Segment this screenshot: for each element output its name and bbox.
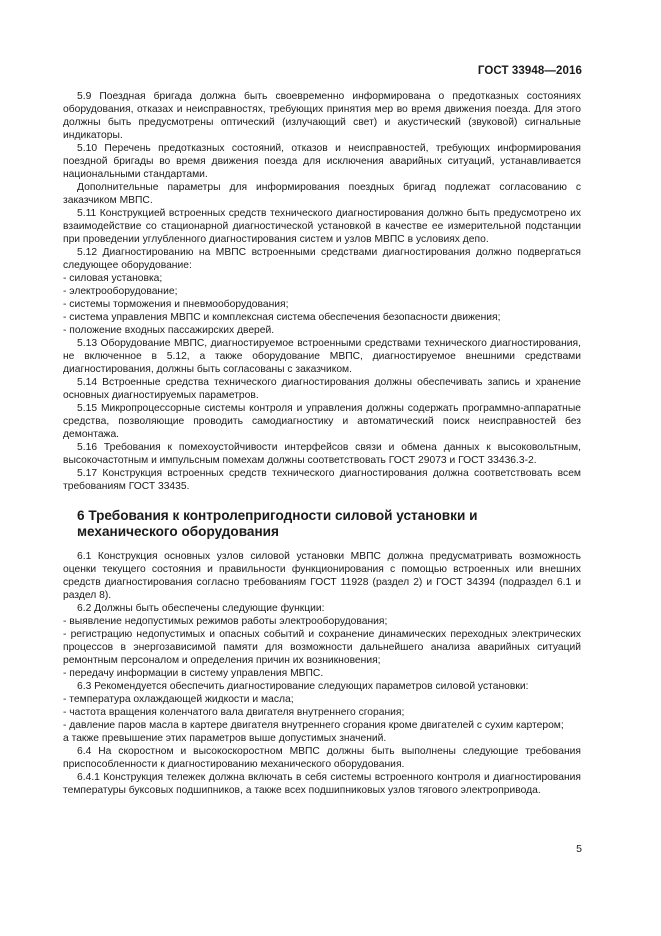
paragraph: 5.9 Поездная бригада должна быть своевременно информирована о предотказных состояниях оборудования, отказах и неисправностях, требующих принятия мер во время движения поезда. Для этого должны быть предусмотрены оптический (излучающий свет) и акустический (звуковой) сигнальные индикаторы. — [63, 91, 581, 141]
document-header: ГОСТ 33948—2016 — [477, 65, 582, 77]
paragraph: 5.11 Конструкцией встроенных средств технического диагностирования должно быть предусмотрено их взаимодействие со стационарной диагностической установкой в качестве ее измерительной подстанции при проведении углубленного диагностирования систем и узлов МВПС в условиях депо. — [63, 208, 581, 245]
list-item: - силовая установка; — [63, 273, 163, 284]
list-item: - система управления МВПС и комплексная система обеспечения безопасности движения; — [63, 312, 501, 323]
paragraph: 5.16 Требования к помехоустойчивости интерфейсов связи и обмена данных к высоковольтным, высокочастотным и импульсным помехам должны соответствовать ГОСТ 29073 и ГОСТ 33436.3-2. — [63, 442, 581, 466]
paragraph: 6.2 Должны быть обеспечены следующие функции: — [77, 603, 325, 614]
list-item: - электрооборудование; — [63, 286, 178, 297]
list-item: - давление паров масла в картере двигателя внутреннего сгорания кроме двигателей с сухим картером; — [63, 720, 564, 731]
page-number: 5 — [576, 843, 582, 855]
paragraph: 5.14 Встроенные средства технического диагностирования должны обеспечивать запись и хранение основных диагностируемых параметров. — [63, 377, 581, 401]
paragraph: 6.3 Рекомендуется обеспечить диагностирование следующих параметров силовой установки: — [77, 681, 529, 692]
paragraph: 5.15 Микропроцессорные системы контроля и управления должны содержать программно-аппаратные средства, позволяющие проводить самодиагностику и автоматический поиск неисправностей без демонтажа. — [63, 403, 581, 440]
paragraph: 6.4 На скоростном и высокоскоростном МВПС должны быть выполнены следующие требования приспособленности к диагностированию механического оборудования. — [63, 746, 581, 770]
list-item: - частота вращения коленчатого вала двигателя внутреннего сгорания; — [63, 707, 405, 718]
list-item: - положение входных пассажирских дверей. — [63, 325, 275, 336]
section-5-content — [63, 90, 581, 493]
paragraph: 5.13 Оборудование МВПС, диагностируемое встроенными средствами технического диагностирования, не включенное в 5.12, а также оборудование МВПС, диагностируемое внешними средствами диагностирования, должны быть согласованы с заказчиком. — [63, 338, 581, 375]
document-body — [63, 90, 581, 797]
paragraph: 5.12 Диагностированию на МВПС встроенными средствами диагностирования должно подвергаться следующее оборудование: — [63, 247, 581, 271]
paragraph: Дополнительные параметры для информирования поездных бригад подлежат согласованию с заказчиком МВПС. — [63, 182, 581, 206]
list-item: - системы торможения и пневмооборудования; — [63, 299, 289, 310]
paragraph: 6.4.1 Конструкция тележек должна включать в себя системы встроенного контроля и диагностирования температуры буксовых подшипников, а также всех подшипниковых узлов тягового электропривода. — [63, 772, 581, 796]
list-item: - передачу информации в систему управления МВПС. — [63, 668, 324, 679]
section-6-title: 6 Требования к контролепригодности силовой установки и механического оборудования — [77, 508, 478, 539]
list-item: - регистрацию недопустимых и опасных событий и сохранение динамических переходных электрических процессов в энергозависимой памяти для возможности дальнейшего анализа аварийных ситуаций ремонтным персоналом и определения причин их возникновения; — [63, 629, 581, 666]
paragraph: 5.17 Конструкция встроенных средств технического диагностирования должна соответствовать всем требованиям ГОСТ 33435. — [63, 468, 581, 492]
list-item: - температура охлаждающей жидкости и масла; — [63, 694, 294, 705]
list-item: - выявление недопустимых режимов работы электрооборудования; — [63, 616, 388, 627]
section-6-content — [63, 550, 581, 797]
list-item: а также превышение этих параметров выше допустимых значений. — [63, 733, 387, 744]
paragraph: 5.10 Перечень предотказных состояний, отказов и неисправностей, требующих информирования поездной бригады во время движения поезда для исключения аварийных ситуаций, устанавливается национальными стандартами. — [63, 143, 581, 180]
paragraph: 6.1 Конструкция основных узлов силовой установки МВПС должна предусматривать возможность оценки текущего состояния и правильности функционирования с помощью встроенных или внешних средств диагностирования согласно требованиям ГОСТ 11928 (раздел 2) и ГОСТ 34394 (подраздел 6.1 и раздел 8). — [63, 551, 581, 601]
